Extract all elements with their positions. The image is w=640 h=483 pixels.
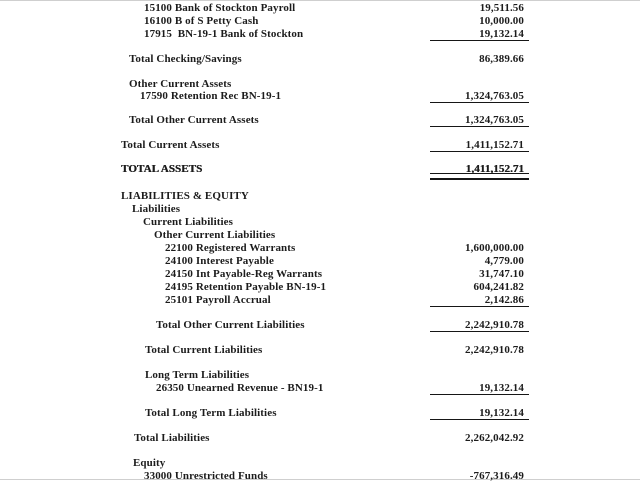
- account-label: Total Current Liabilities: [145, 344, 263, 356]
- account-label: Total Checking/Savings: [129, 53, 242, 65]
- account-label: 24195 Retention Payable BN-19-1: [165, 281, 327, 293]
- account-value: 10,000.00: [479, 15, 524, 27]
- scan-edge-top: [0, 0, 640, 1]
- report-row: [0, 203, 640, 216]
- account-label: Other Current Assets: [129, 78, 232, 90]
- report-row: [0, 242, 640, 255]
- report-row: [0, 344, 640, 357]
- report-row: [0, 216, 640, 229]
- report-row: [0, 229, 640, 242]
- account-label: Total Other Current Liabilities: [156, 319, 305, 331]
- total-underline: [430, 419, 529, 420]
- account-label: 33000 Unrestricted Funds: [144, 470, 268, 482]
- account-value: 19,511.56: [479, 2, 524, 14]
- report-row: [0, 382, 640, 395]
- account-value: 1,411,152.71: [465, 163, 524, 175]
- account-label: Total Other Current Assets: [129, 114, 259, 126]
- account-label: Equity: [133, 457, 166, 469]
- report-row: [0, 15, 640, 28]
- report-row: [0, 163, 640, 176]
- account-value: 19,132.14: [479, 28, 524, 40]
- account-label: 16100 B of S Petty Cash: [144, 15, 259, 27]
- account-label: 22100 Registered Warrants: [165, 242, 296, 254]
- account-value: 604,241.82: [473, 281, 524, 293]
- report-row: [0, 53, 640, 66]
- account-label: 25101 Payroll Accrual: [165, 294, 271, 306]
- report-row: [0, 2, 640, 15]
- account-label: 15100 Bank of Stockton Payroll: [144, 2, 296, 14]
- account-label: Other Current Liabilities: [154, 229, 276, 241]
- account-label: Total Liabilities: [134, 432, 210, 444]
- account-value: 4,779.00: [484, 255, 524, 267]
- account-label: Total Current Assets: [121, 139, 220, 151]
- account-label: Long Term Liabilities: [145, 369, 250, 381]
- account-value: 2,242,910.78: [465, 319, 524, 331]
- total-underline: [430, 151, 529, 152]
- account-value: 1,411,152.71: [465, 139, 524, 151]
- grand-total-underline: [430, 173, 529, 180]
- account-value: 19,132.14: [479, 407, 524, 419]
- report-row: [0, 407, 640, 420]
- account-label: 17915 BN-19-1 Bank of Stockton: [144, 28, 304, 40]
- report-row: [0, 319, 640, 332]
- report-row: [0, 457, 640, 470]
- total-underline: [430, 102, 529, 103]
- account-value: 1,600,000.00: [465, 242, 524, 254]
- account-label: 26350 Unearned Revenue - BN19-1: [156, 382, 324, 394]
- total-underline: [430, 40, 529, 41]
- account-label: Current Liabilities: [143, 216, 234, 228]
- report-row: [0, 281, 640, 294]
- total-underline: [430, 331, 529, 332]
- account-label: Liabilities: [132, 203, 181, 215]
- report-row: [0, 139, 640, 152]
- account-label: 17590 Retention Rec BN-19-1: [140, 90, 282, 102]
- account-label: 24100 Interest Payable: [165, 255, 274, 267]
- account-value: 31,747.10: [479, 268, 524, 280]
- account-label: 24150 Int Payable-Reg Warrants: [165, 268, 323, 280]
- report-row: [0, 268, 640, 281]
- report-row: [0, 294, 640, 307]
- total-underline: [430, 394, 529, 395]
- account-value: 1,324,763.05: [465, 114, 524, 126]
- account-value: 2,262,042.92: [465, 432, 524, 444]
- account-value: -767,316.49: [469, 470, 524, 482]
- account-value: 2,242,910.78: [465, 344, 524, 356]
- report-row: [0, 90, 640, 103]
- account-label: Total Long Term Liabilities: [145, 407, 277, 419]
- report-row: [0, 255, 640, 268]
- total-underline: [430, 126, 529, 127]
- report-row: [0, 28, 640, 41]
- account-value: 2,142.86: [484, 294, 524, 306]
- report-row: [0, 190, 640, 203]
- account-value: 86,389.66: [479, 53, 524, 65]
- report-row: [0, 432, 640, 445]
- report-row: [0, 369, 640, 382]
- report-row: [0, 470, 640, 483]
- account-value: 19,132.14: [479, 382, 524, 394]
- account-label: TOTAL ASSETS: [121, 163, 203, 175]
- account-label: LIABILITIES & EQUITY: [121, 190, 249, 202]
- account-value: 1,324,763.05: [465, 90, 524, 102]
- total-underline: [430, 306, 529, 307]
- report-row: [0, 114, 640, 127]
